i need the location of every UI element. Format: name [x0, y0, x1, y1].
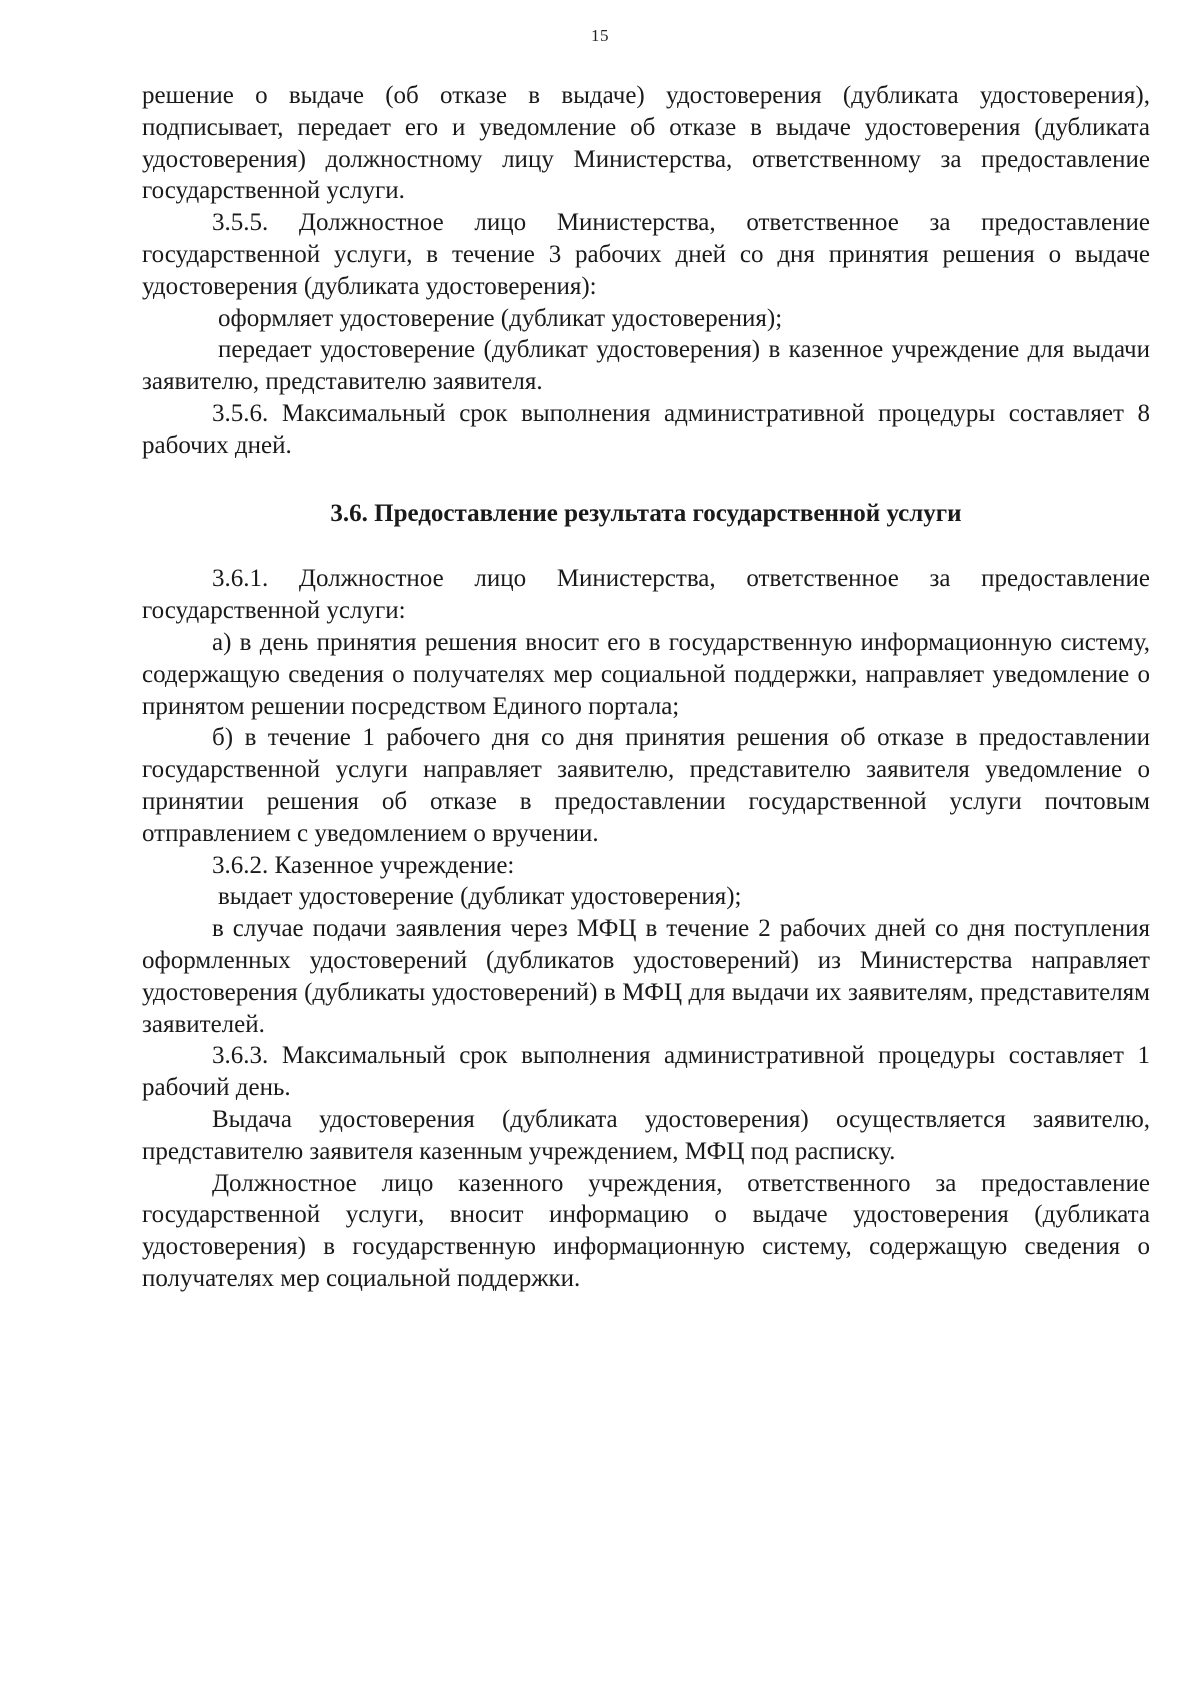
paragraph-3-6-2-item-2: в случае подачи заявления через МФЦ в течение 2 рабочих дней со дня поступления оформленных удостоверений (дубликатов удостоверений) из Министерства направляет удостоверения (дубликаты удостоверений) в МФЦ для выдачи их заявителям, представителям заявителей.	[142, 915, 1150, 1038]
paragraph-3-6-3: 3.6.3. Максимальный срок выполнения административной процедуры составляет 1 рабочий день.	[142, 1042, 1150, 1102]
paragraph-3-6-2: 3.6.2. Казенное учреждение:	[212, 851, 515, 879]
document-body	[142, 80, 1150, 1295]
paragraph-issuance: Выдача удостоверения (дубликата удостоверения) осуществляется заявителю, представителю заявителя казенным учреждением, МФЦ под расписку.	[142, 1105, 1150, 1165]
paragraph-3-5-4-continuation: решение о выдаче (об отказе в выдаче) удостоверения (дубликата удостоверения), подписывает, передает его и уведомление об отказе в выдаче удостоверения (дубликата удостоверения) должностному лицу Министерства, ответственному за предоставление государственной услуги.	[142, 82, 1150, 205]
paragraph-3-5-5-item-1: оформляет удостоверение (дубликат удостоверения);	[218, 304, 783, 332]
paragraph-3-6-1: 3.6.1. Должностное лицо Министерства, ответственное за предоставление государственной услуги:	[142, 565, 1150, 625]
section-heading-3-6: 3.6. Предоставление результата государственной услуги	[330, 499, 962, 527]
paragraph-3-5-5-item-2: передает удостоверение (дубликат удостоверения) в казенное учреждение для выдачи заявителю, представителю заявителя.	[142, 336, 1150, 396]
page-number: 15	[591, 26, 609, 45]
paragraph-3-6-2-item-1: выдает удостоверение (дубликат удостоверения);	[218, 883, 742, 911]
paragraph-3-5-5: 3.5.5. Должностное лицо Министерства, ответственное за предоставление государственной услуги, в течение 3 рабочих дней со дня принятия решения о выдаче удостоверения (дубликата удостоверения):	[142, 209, 1150, 300]
paragraph-official-record: Должностное лицо казенного учреждения, ответственного за предоставление государственной услуги, вносит информацию о выдаче удостоверения (дубликата удостоверения) в государственную информационную систему, содержащую сведения о получателях мер социальной поддержки.	[142, 1169, 1150, 1292]
paragraph-3-5-6: 3.5.6. Максимальный срок выполнения административной процедуры составляет 8 рабочих дней.	[142, 399, 1150, 459]
paragraph-3-6-1-b: б) в течение 1 рабочего дня со дня принятия решения об отказе в предоставлении государственной услуги направляет заявителю, представителю заявителя уведомление о принятии решения об отказе в предоставлении государственной услуги почтовым отправлением с уведомлением о вручении.	[142, 724, 1150, 847]
paragraph-3-6-1-a: а) в день принятия решения вносит его в государственную информационную систему, содержащую сведения о получателях мер социальной поддержки, направляет уведомление о принятом решении посредством Единого портала;	[142, 628, 1150, 720]
